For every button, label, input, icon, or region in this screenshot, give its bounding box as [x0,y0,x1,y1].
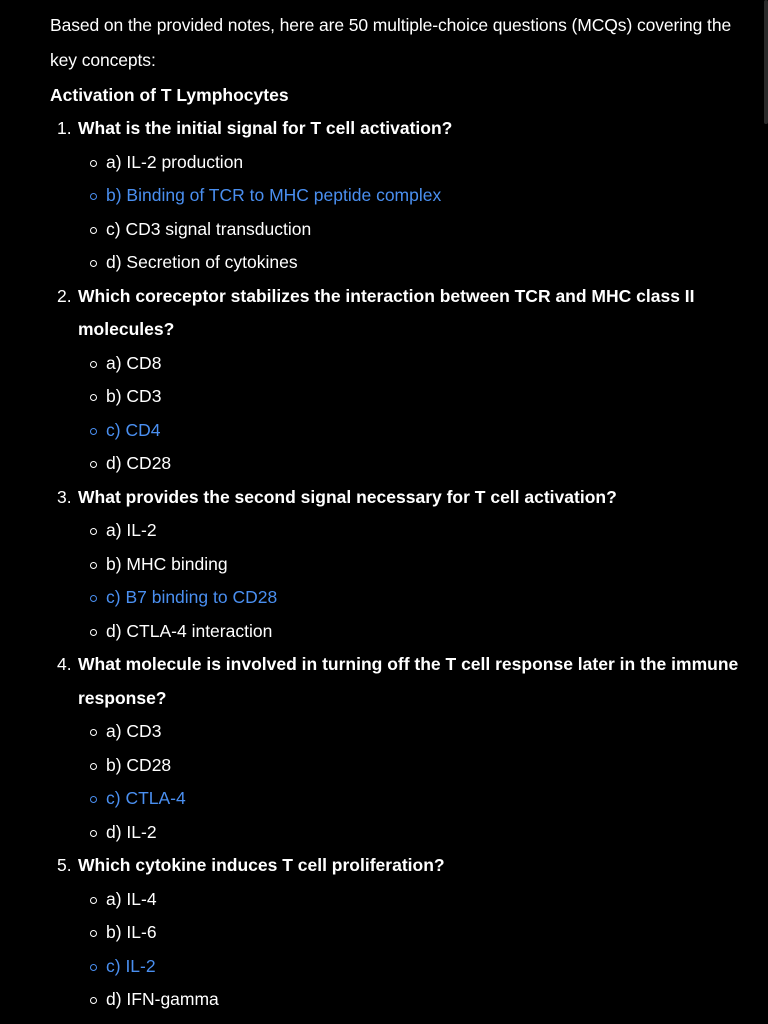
hollow-bullet-icon [90,260,97,267]
option [106,615,740,649]
hollow-bullet-icon [90,997,97,1004]
hollow-bullet-icon [90,394,97,401]
option-correct [106,179,740,213]
option-label: d) CTLA-4 interaction [106,620,273,641]
hollow-bullet-icon [90,964,97,971]
hollow-bullet-icon [90,830,97,837]
hollow-bullet-icon [90,897,97,904]
scrollbar[interactable] [764,0,768,124]
chat-response [50,8,740,1017]
option-correct [106,581,740,615]
option-label: c) CTLA-4 [106,788,186,808]
option-label: d) IL-2 [106,821,157,842]
question-text: What provides the second signal necessary for T cell activation? [78,486,617,507]
hollow-bullet-icon [90,193,97,200]
question-number: 1. [57,118,72,138]
option [106,883,740,917]
option [106,246,740,280]
option-correct [106,782,740,816]
option [106,213,740,247]
option-label: c) CD3 signal transduction [106,218,312,239]
question-number: 3. [57,486,72,507]
option-label: b) Binding of TCR to MHC peptide complex [106,185,442,205]
question-item [50,112,740,280]
option-label: b) IL-6 [106,922,157,942]
intro-text: Based on the provided notes, here are 50 multiple-choice questions (MCQs) covering the key concepts: [50,15,732,70]
question-text: What molecule is involved in turning off the T cell response later in the immune response? [78,654,739,708]
question-item [50,481,740,649]
option-list [78,715,740,849]
option-label: a) IL-2 production [106,151,244,172]
option [106,548,740,582]
question-number: 5. [57,855,72,875]
hollow-bullet-icon [90,763,97,770]
question-item [50,280,740,481]
option-label: d) Secretion of cytokines [106,252,298,272]
option-list [78,883,740,1017]
question-number: 2. [57,285,72,306]
question-number: 4. [57,654,72,674]
hollow-bullet-icon [90,562,97,569]
question-list [50,112,740,1017]
option-list [78,146,740,280]
option-label: c) B7 binding to CD28 [106,587,278,607]
option-correct [106,950,740,984]
option [106,380,740,414]
option-list [78,514,740,648]
option [106,146,740,180]
hollow-bullet-icon [90,361,97,368]
option [106,916,740,950]
hollow-bullet-icon [90,227,97,234]
option-label: b) CD3 [106,386,162,406]
section-heading: Activation of T Lymphocytes [50,85,289,105]
option-label: a) CD8 [106,352,162,373]
hollow-bullet-icon [90,461,97,468]
option-label: a) IL-4 [106,888,157,909]
option-label: b) MHC binding [106,553,228,574]
question-text: What is the initial signal for T cell activation? [78,118,453,138]
question-text: Which cytokine induces T cell proliferation? [78,855,445,875]
hollow-bullet-icon [90,629,97,636]
question-item [50,849,740,1017]
option [106,816,740,850]
option [106,514,740,548]
option-correct [106,414,740,448]
option-label: c) IL-2 [106,955,156,976]
hollow-bullet-icon [90,729,97,736]
hollow-bullet-icon [90,428,97,435]
hollow-bullet-icon [90,595,97,602]
option [106,983,740,1017]
option-label: d) IFN-gamma [106,989,219,1009]
option-list [78,347,740,481]
option-label: b) CD28 [106,754,172,775]
option-label: a) IL-2 [106,520,157,540]
option-label: d) CD28 [106,453,172,473]
hollow-bullet-icon [90,796,97,803]
option-label: a) CD3 [106,721,162,741]
question-text: Which coreceptor stabilizes the interaction between TCR and MHC class II molecules? [78,285,695,339]
hollow-bullet-icon [90,528,97,535]
option-label: c) CD4 [106,419,161,440]
option [106,347,740,381]
hollow-bullet-icon [90,930,97,937]
question-item [50,648,740,849]
option [106,715,740,749]
option [106,447,740,481]
option [106,749,740,783]
hollow-bullet-icon [90,160,97,167]
